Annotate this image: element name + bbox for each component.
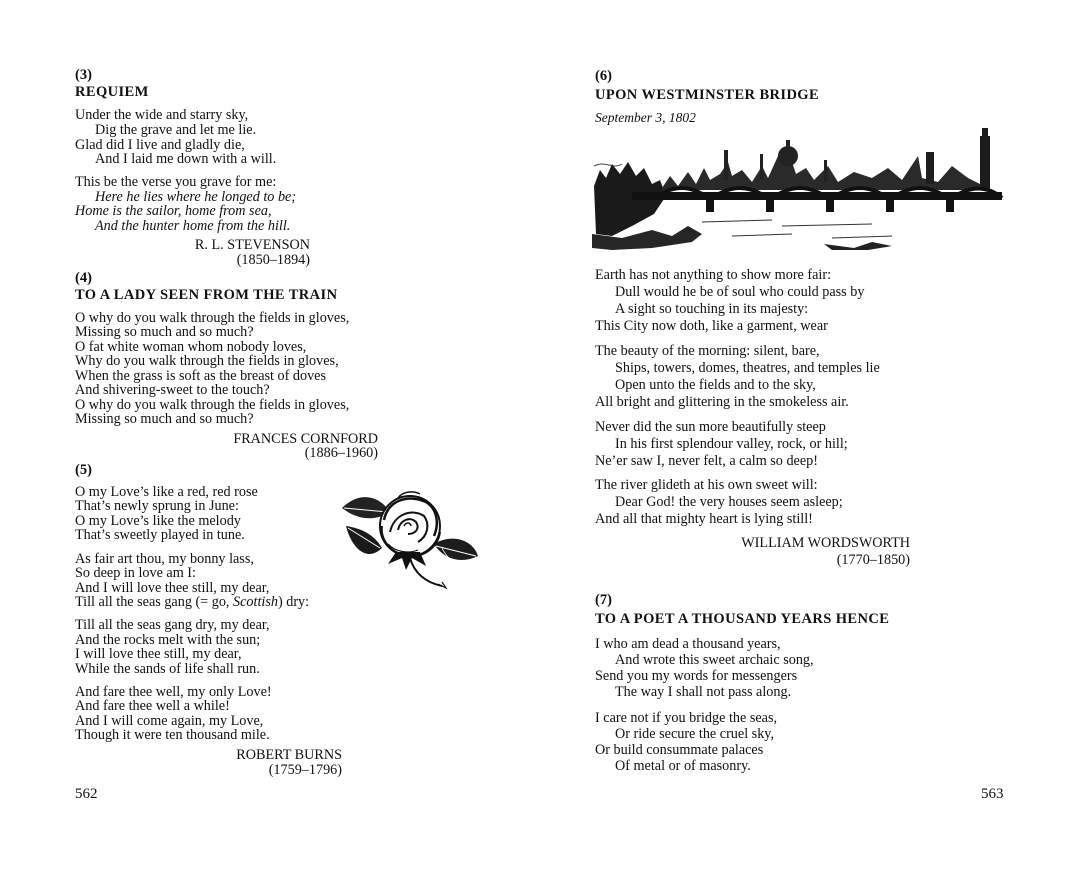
poem-line: Dig the grave and let me lie.	[95, 122, 257, 138]
poem-line: The river glideth at his own sweet will:	[595, 477, 818, 493]
poem-line: Ships, towers, domes, theatres, and temples lie	[615, 360, 880, 376]
poem-line: Open unto the fields and to the sky,	[615, 377, 816, 393]
poem-line: This be the verse you grave for me:	[75, 174, 277, 190]
author-dates: (1759–1796)	[268, 762, 342, 778]
poem-title: UPON WESTMINSTER BRIDGE	[595, 87, 820, 103]
gloss-word: Scottish	[233, 594, 278, 610]
author-dates: (1850–1894)	[236, 252, 310, 268]
poem-line: I who am dead a thousand years,	[595, 636, 781, 652]
author-name: R. L. STEVENSON	[194, 237, 310, 253]
poem-line: O fat white woman whom nobody loves,	[75, 339, 307, 355]
gloss-post: ) dry:	[277, 594, 310, 610]
poem-line: Or build consummate palaces	[595, 742, 764, 758]
gloss-pre: Till all the seas gang (= go,	[75, 594, 234, 610]
poem-line: Here he lies where he longed to be;	[95, 189, 297, 205]
poem-line: Till all the seas gang dry, my dear,	[75, 617, 270, 633]
poem-line: So deep in love am I:	[75, 565, 196, 581]
poem-line: O my Love’s like the melody	[75, 513, 241, 529]
poem-line: Missing so much and so much?	[75, 324, 254, 340]
poem-line: While the sands of life shall run.	[75, 661, 260, 677]
poem-line: And all that mighty heart is lying still!	[595, 511, 813, 527]
poem-line: Why do you walk through the fields in gloves,	[75, 353, 339, 369]
poem-line: And the rocks melt with the sun;	[75, 632, 261, 648]
poem-line: That’s sweetly played in tune.	[75, 527, 245, 543]
poem-line: When the grass is soft as the breast of doves	[75, 368, 326, 384]
poem-number: (3)	[75, 67, 92, 83]
poem-line: And shivering-sweet to the touch?	[75, 382, 270, 398]
poem-title: REQUIEM	[75, 84, 149, 100]
poem-line: Under the wide and starry sky,	[75, 107, 249, 123]
poem-line: Or ride secure the cruel sky,	[615, 726, 775, 742]
poem-line: The beauty of the morning: silent, bare,	[595, 343, 820, 359]
poem-line: I care not if you bridge the seas,	[595, 710, 778, 726]
poem-line-gloss	[75, 595, 309, 610]
rose-illustration	[338, 486, 480, 594]
author-name: FRANCES CORNFORD	[233, 431, 378, 447]
poem-line: Missing so much and so much?	[75, 411, 254, 427]
poem-line: Dull would he be of soul who could pass by	[615, 284, 865, 300]
poem-line: Though it were ten thousand mile.	[75, 727, 270, 743]
poem-line: And wrote this sweet archaic song,	[615, 652, 814, 668]
author-dates: (1886–1960)	[304, 445, 378, 461]
poem-number: (6)	[595, 68, 612, 84]
page-number: 563	[981, 786, 1004, 802]
poem-line: As fair art thou, my bonny lass,	[75, 551, 254, 567]
author-dates: (1770–1850)	[836, 552, 910, 568]
poem-number: (7)	[595, 592, 612, 608]
poem-line: All bright and glittering in the smokeless air.	[595, 394, 849, 410]
poem-line: O why do you walk through the fields in gloves,	[75, 397, 350, 413]
poem-line: And fare thee well a while!	[75, 698, 230, 714]
poem-line: And I will come again, my Love,	[75, 713, 264, 729]
poem-title: TO A POET A THOUSAND YEARS HENCE	[595, 611, 890, 627]
author-name: ROBERT BURNS	[236, 747, 342, 763]
poem-line: Earth has not anything to show more fair:	[595, 267, 832, 283]
poem-subtitle: September 3, 1802	[595, 110, 696, 125]
poem-line: That’s newly sprung in June:	[75, 498, 239, 514]
westminster-bridge-illustration	[592, 126, 1006, 258]
poem-title: TO A LADY SEEN FROM THE TRAIN	[75, 287, 338, 303]
poem-number: (5)	[75, 462, 92, 478]
poem-line: And I laid me down with a will.	[95, 151, 277, 167]
poem-line: Send you my words for messengers	[595, 668, 798, 684]
poem-line: O my Love’s like a red, red rose	[75, 484, 258, 500]
poem-line: A sight so touching in its majesty:	[615, 301, 809, 317]
poem-line: And fare thee well, my only Love!	[75, 684, 272, 700]
poem-line: Home is the sailor, home from sea,	[75, 203, 272, 219]
poem-number: (4)	[75, 270, 92, 286]
poem-line: This City now doth, like a garment, wear	[595, 318, 828, 334]
poem-line: O why do you walk through the fields in gloves,	[75, 310, 350, 326]
poem-line: Ne’er saw I, never felt, a calm so deep!	[595, 453, 818, 469]
author-name: WILLIAM WORDSWORTH	[741, 535, 910, 551]
poem-line: I will love thee still, my dear,	[75, 646, 242, 662]
page-number: 562	[75, 786, 98, 802]
poem-line: Dear God! the very houses seem asleep;	[615, 494, 843, 510]
poem-line: The way I shall not pass along.	[615, 684, 792, 700]
poem-line: Of metal or of masonry.	[615, 758, 751, 774]
poem-line: Glad did I live and gladly die,	[75, 137, 245, 153]
poem-line: And I will love thee still, my dear,	[75, 580, 270, 596]
poem-line: Never did the sun more beautifully steep	[595, 419, 826, 435]
poem-line: In his first splendour valley, rock, or hill;	[615, 436, 848, 452]
poem-line: And the hunter home from the hill.	[95, 218, 291, 234]
